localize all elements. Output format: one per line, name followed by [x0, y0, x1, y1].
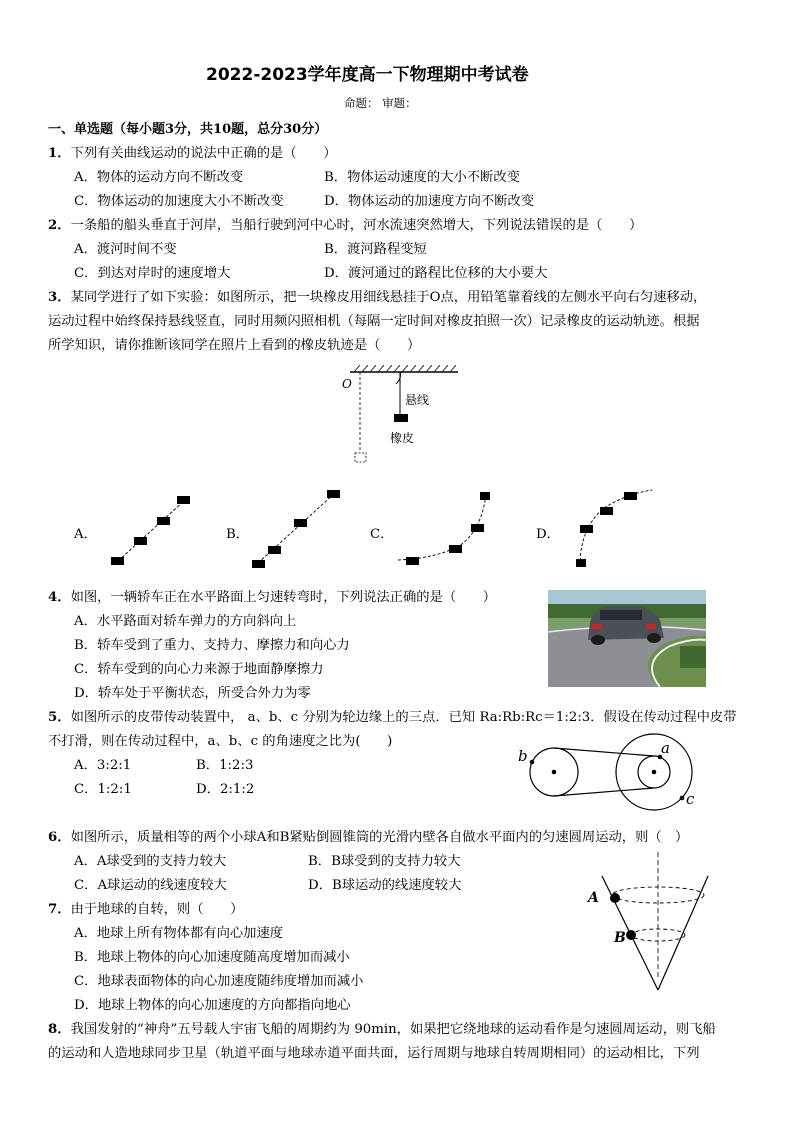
question-1 — [48, 142, 337, 161]
eraser-label: 橡皮 — [390, 431, 415, 445]
option-b: B．1:2:3 — [196, 758, 254, 773]
question-number: 2． — [48, 218, 71, 233]
option-a: A．渡河时间不变 — [74, 242, 177, 257]
option-c: C．轿车受到的向心力来源于地面静摩擦力 — [74, 662, 324, 677]
option-a: A．水平路面对轿车弹力的方向斜向上 — [74, 614, 297, 629]
option-d: D．B球运动的线速度较大 — [308, 878, 462, 893]
option-c: C．物体运动的加速度大小不断改变 — [74, 194, 284, 209]
ball-a-label: A — [588, 890, 599, 906]
option-b: B．轿车受到了重力、支持力、摩擦力和向心力 — [74, 638, 350, 653]
question-number: 7． — [48, 902, 71, 917]
question-7 — [48, 898, 243, 917]
point-c-label: c — [686, 790, 695, 808]
option-d: D．渡河通过的路程比位移的大小要大 — [324, 266, 548, 281]
option-b: B．物体运动速度的大小不断改变 — [324, 170, 520, 185]
point-b-label: b — [518, 747, 528, 765]
option-c: C．地球表面物体的向心加速度随纬度增加而减小 — [74, 974, 364, 989]
option-c: C．A球运动的线速度较大 — [74, 878, 227, 893]
question-line: 我国发射的“神舟”五号载人宇宙飞船的周期约为 90min，如果把它绕地球的运动看作是匀速圆周运动，则飞船 — [70, 1022, 716, 1037]
point-o-label: O — [342, 377, 352, 391]
belt-drive-figure — [512, 728, 702, 818]
option-d: D．轿车处于平衡状态，所受合外力为零 — [74, 686, 311, 701]
question-line: 的运动和人造地球同步卫星（轨道平面与地球赤道平面共面，运行周期与地球自转周期相同）的运动相比，下列 — [48, 1046, 700, 1061]
question-stem: 一条船的船头垂直于河岸，当船行驶到河中心时，河水流速突然增大，下列说法错误的是（ ） — [70, 218, 643, 233]
question-line: 所学知识，请你推断该同学在照片上看到的橡皮轨迹是（ ） — [48, 338, 421, 353]
section-heading: 一、单选题（每小题3分，共10题，总分30分） — [48, 122, 328, 137]
option-c: C．到达对岸时的速度增大 — [74, 266, 231, 281]
question-5 — [48, 706, 737, 725]
option-a: A．A球受到的支持力较大 — [74, 854, 227, 869]
page-subtitle: 命题： 审题： — [344, 96, 417, 110]
trajectory-options-figure — [0, 480, 794, 580]
thread-label: 悬线 — [405, 393, 430, 407]
trajectory-d — [576, 490, 652, 567]
question-stem: 如图所示，质量相等的两个小球A和B紧贴倒圆锥筒的光滑内壁各自做水平面内的匀速圆周运动，则（ ） — [70, 830, 689, 845]
option-b: B．B球受到的支持力较大 — [308, 854, 461, 869]
option-d: D． — [536, 527, 560, 542]
question-number: 5． — [48, 710, 71, 725]
question-line: 某同学进行了如下实验：如图所示，把一块橡皮用细线悬挂于O点，用铅笔靠着线的左侧水平向右匀速移动， — [70, 290, 707, 305]
option-c: C． — [370, 527, 394, 542]
option-b: B． — [226, 527, 250, 542]
option-b: B．渡河路程变短 — [324, 242, 427, 257]
car-turning-photo — [548, 590, 706, 687]
point-a-label: a — [661, 739, 670, 757]
trajectory-c — [398, 492, 490, 565]
question-line: 如图所示的皮带传动装置中， a、b、c 分别为轮边缘上的三点．已知 Ra:Rb:Rc＝1:2:3．假设在传动过程中皮带 — [70, 710, 737, 725]
question-6 — [48, 826, 688, 845]
option-a: A．地球上所有物体都有向心加速度 — [74, 926, 284, 941]
question-stem: 如图，一辆轿车正在水平路面上匀速转弯时，下列说法正确的是（ ） — [70, 590, 497, 605]
question-4 — [48, 586, 496, 605]
option-b: B．地球上物体的向心加速度随高度增加而减小 — [74, 950, 350, 965]
question-number: 8． — [48, 1022, 71, 1037]
question-line: 运动过程中始终保持悬线竖直，同时用频闪照相机（每隔一定时间对橡皮拍照一次）记录橡皮的运动轨迹。根据 — [48, 314, 700, 329]
question-number: 4． — [48, 590, 71, 605]
option-d: D．地球上物体的向心加速度的方向都指向地心 — [74, 998, 351, 1013]
option-d: D．2:1:2 — [196, 782, 255, 797]
question-number: 6． — [48, 830, 71, 845]
option-a: A．物体的运动方向不断改变 — [74, 170, 244, 185]
page-title: 2022-2023学年度高一下物理期中考试卷 — [206, 65, 529, 85]
question-8 — [48, 1018, 716, 1037]
option-a: A．3:2:1 — [74, 758, 132, 773]
ball-b-label: B — [614, 930, 626, 946]
question-stem: 由于地球的自转，则（ ） — [70, 902, 244, 917]
question-number: 3． — [48, 290, 71, 305]
option-d: D．物体运动的加速度方向不断改变 — [324, 194, 535, 209]
option-c: C．1:2:1 — [74, 782, 132, 797]
question-stem: 下列有关曲线运动的说法中正确的是（ ） — [70, 146, 337, 161]
cone-figure — [580, 850, 715, 995]
question-2 — [48, 214, 642, 233]
question-number: 1． — [48, 146, 71, 161]
pendulum-figure — [330, 362, 470, 472]
trajectory-a — [111, 496, 190, 565]
trajectory-b — [252, 490, 340, 568]
question-3 — [48, 286, 706, 305]
option-a: A． — [74, 527, 97, 542]
question-line: 不打滑，则在传动过程中，a、b、c 的角速度之比为( ) — [48, 734, 393, 749]
